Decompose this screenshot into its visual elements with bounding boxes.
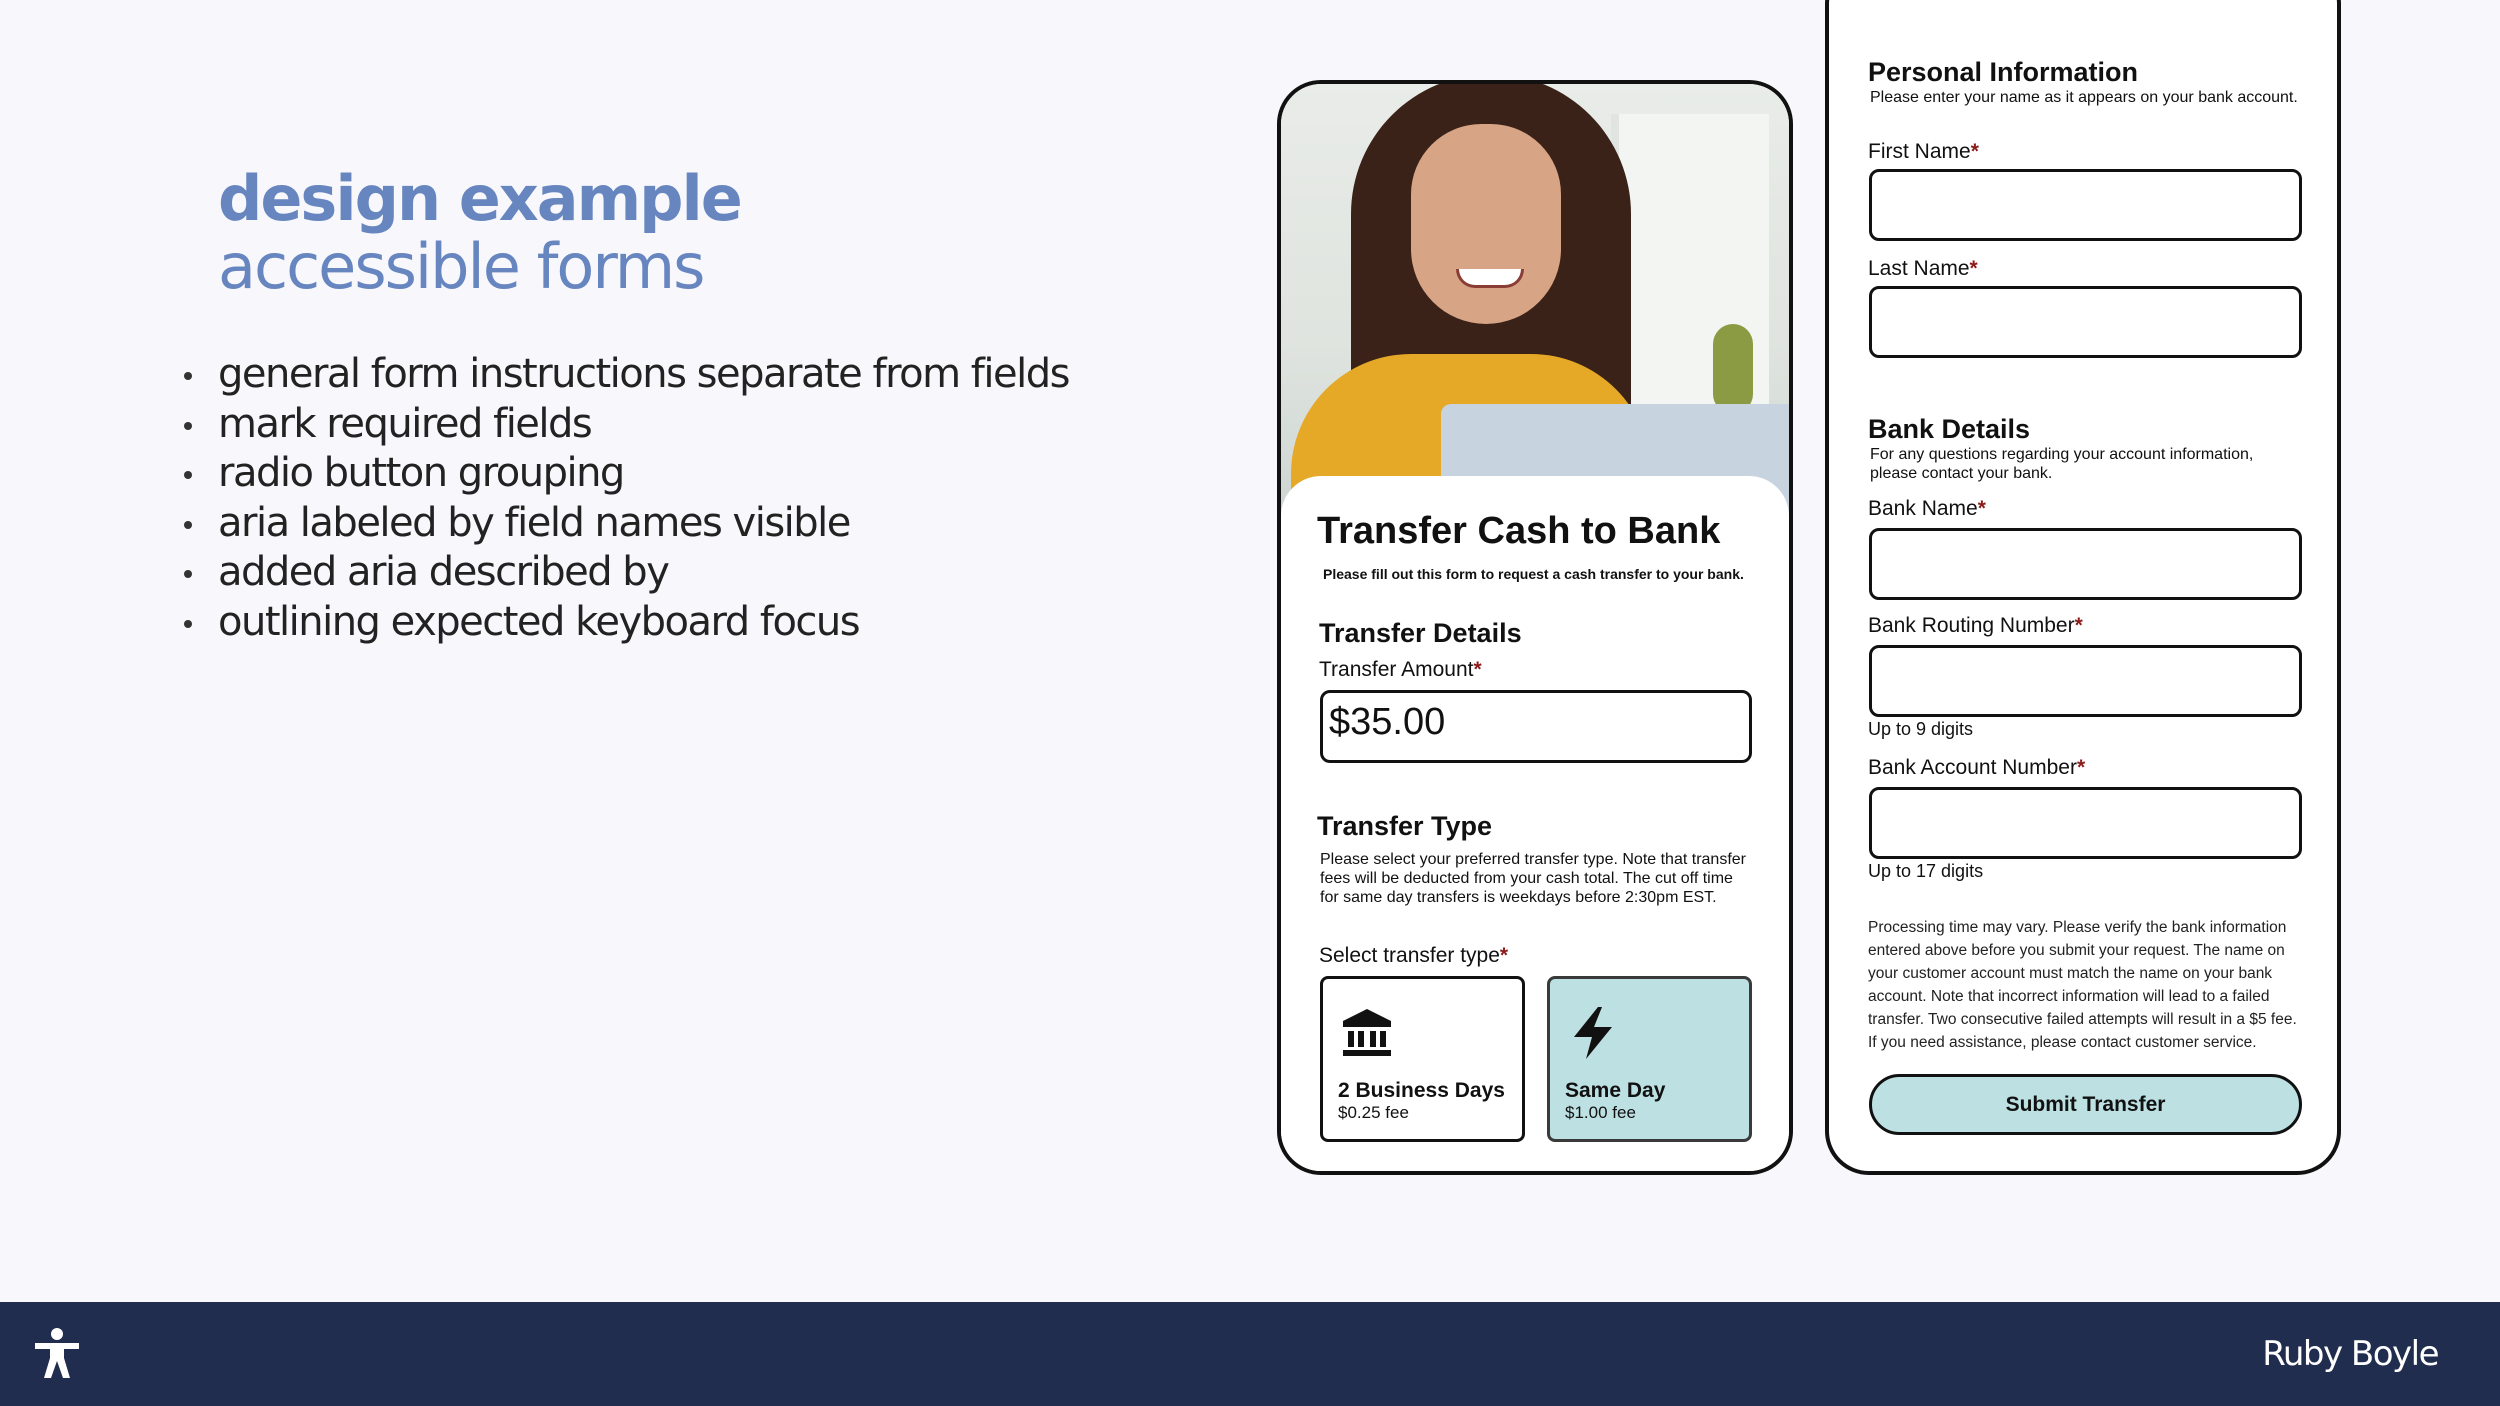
option-title: 2 Business Days xyxy=(1338,1079,1505,1102)
bullet-item: outlining expected keyboard focus xyxy=(180,598,1069,648)
account-number-hint: Up to 17 digits xyxy=(1868,861,1984,881)
bank-account-number-input[interactable] xyxy=(1869,787,2302,859)
form-intro: Please fill out this form to request a cash transfer to your bank. xyxy=(1323,566,1744,582)
option-fee: $1.00 fee xyxy=(1565,1103,1636,1122)
bullet-item: general form instructions separate from fields xyxy=(180,350,1069,400)
author-name: Ruby Boyle xyxy=(2262,1334,2438,1374)
bullet-list xyxy=(180,350,1069,648)
personal-information-description: Please enter your name as it appears on your bank account. xyxy=(1870,89,2298,106)
transfer-option-same-day[interactable] xyxy=(1547,976,1752,1142)
first-name-input[interactable] xyxy=(1869,169,2302,241)
section-title-bank-details: Bank Details xyxy=(1868,414,2031,444)
slide-title xyxy=(218,162,741,303)
submit-transfer-button[interactable]: Submit Transfer xyxy=(1869,1074,2302,1135)
first-name-label: First Name* xyxy=(1868,140,1979,163)
select-transfer-type-label: Select transfer type* xyxy=(1319,944,1509,967)
transfer-amount-input[interactable]: $35.00 xyxy=(1320,690,1752,763)
footer-bar xyxy=(0,1302,2500,1406)
last-name-input[interactable] xyxy=(1869,286,2302,358)
section-title-personal-information: Personal Information xyxy=(1868,57,2139,87)
required-asterisk: * xyxy=(2076,756,2086,779)
bank-routing-number-input[interactable] xyxy=(1869,645,2302,717)
form-heading: Transfer Cash to Bank xyxy=(1317,510,1721,552)
phone-mockup-transfer xyxy=(1277,80,1793,1175)
bullet-item: mark required fields xyxy=(180,400,1069,450)
option-fee: $0.25 fee xyxy=(1338,1103,1409,1122)
processing-notice: Processing time may vary. Please verify the bank information entered above before you submit your request. The name on your customer account must match the name on your bank account. Note that incorrect information will lead to a failed transfer. Two consecutive failed attempts will result in a $5 fee. If you need assistance, please contact customer service. xyxy=(1868,919,2297,1051)
bank-routing-number-label: Bank Routing Number* xyxy=(1868,614,2083,637)
last-name-label: Last Name* xyxy=(1868,257,1978,280)
bank-name-label: Bank Name* xyxy=(1868,497,1986,520)
bullet-item: radio button grouping xyxy=(180,449,1069,499)
hero-photo xyxy=(1281,84,1789,514)
bank-details-description: For any questions regarding your account information, please contact your bank. xyxy=(1870,446,2254,482)
required-asterisk: * xyxy=(1499,944,1509,967)
slide-title-light: accessible forms xyxy=(218,230,704,303)
required-asterisk: * xyxy=(1977,497,1986,520)
required-asterisk: * xyxy=(2074,614,2083,637)
slide-title-strong: design example xyxy=(218,162,741,235)
bullet-item: aria labeled by field names visible xyxy=(180,499,1069,549)
required-asterisk: * xyxy=(1970,140,1979,163)
phone-mockup-bank-details xyxy=(1825,0,2341,1175)
bank-icon xyxy=(1339,1005,1395,1061)
lightning-icon xyxy=(1566,1005,1622,1061)
transfer-option-2-business-days[interactable] xyxy=(1320,976,1525,1142)
transfer-type-description: Please select your preferred transfer type. Note that transfer fees will be deducted from your cash total. The cut off time for same day transfers is weekdays before 2:30pm EST. xyxy=(1320,851,1746,906)
transfer-amount-label: Transfer Amount* xyxy=(1319,658,1482,681)
accessibility-icon[interactable] xyxy=(32,1328,82,1380)
section-title-transfer-type: Transfer Type xyxy=(1317,811,1493,841)
routing-number-hint: Up to 9 digits xyxy=(1868,719,1974,739)
bank-name-input[interactable] xyxy=(1869,528,2302,600)
bank-account-number-label: Bank Account Number* xyxy=(1868,756,2086,779)
required-asterisk: * xyxy=(1969,257,1978,280)
bullet-item: added aria described by xyxy=(180,548,1069,598)
option-title: Same Day xyxy=(1565,1079,1666,1102)
section-title-transfer-details: Transfer Details xyxy=(1319,618,1522,648)
required-asterisk: * xyxy=(1473,658,1482,681)
